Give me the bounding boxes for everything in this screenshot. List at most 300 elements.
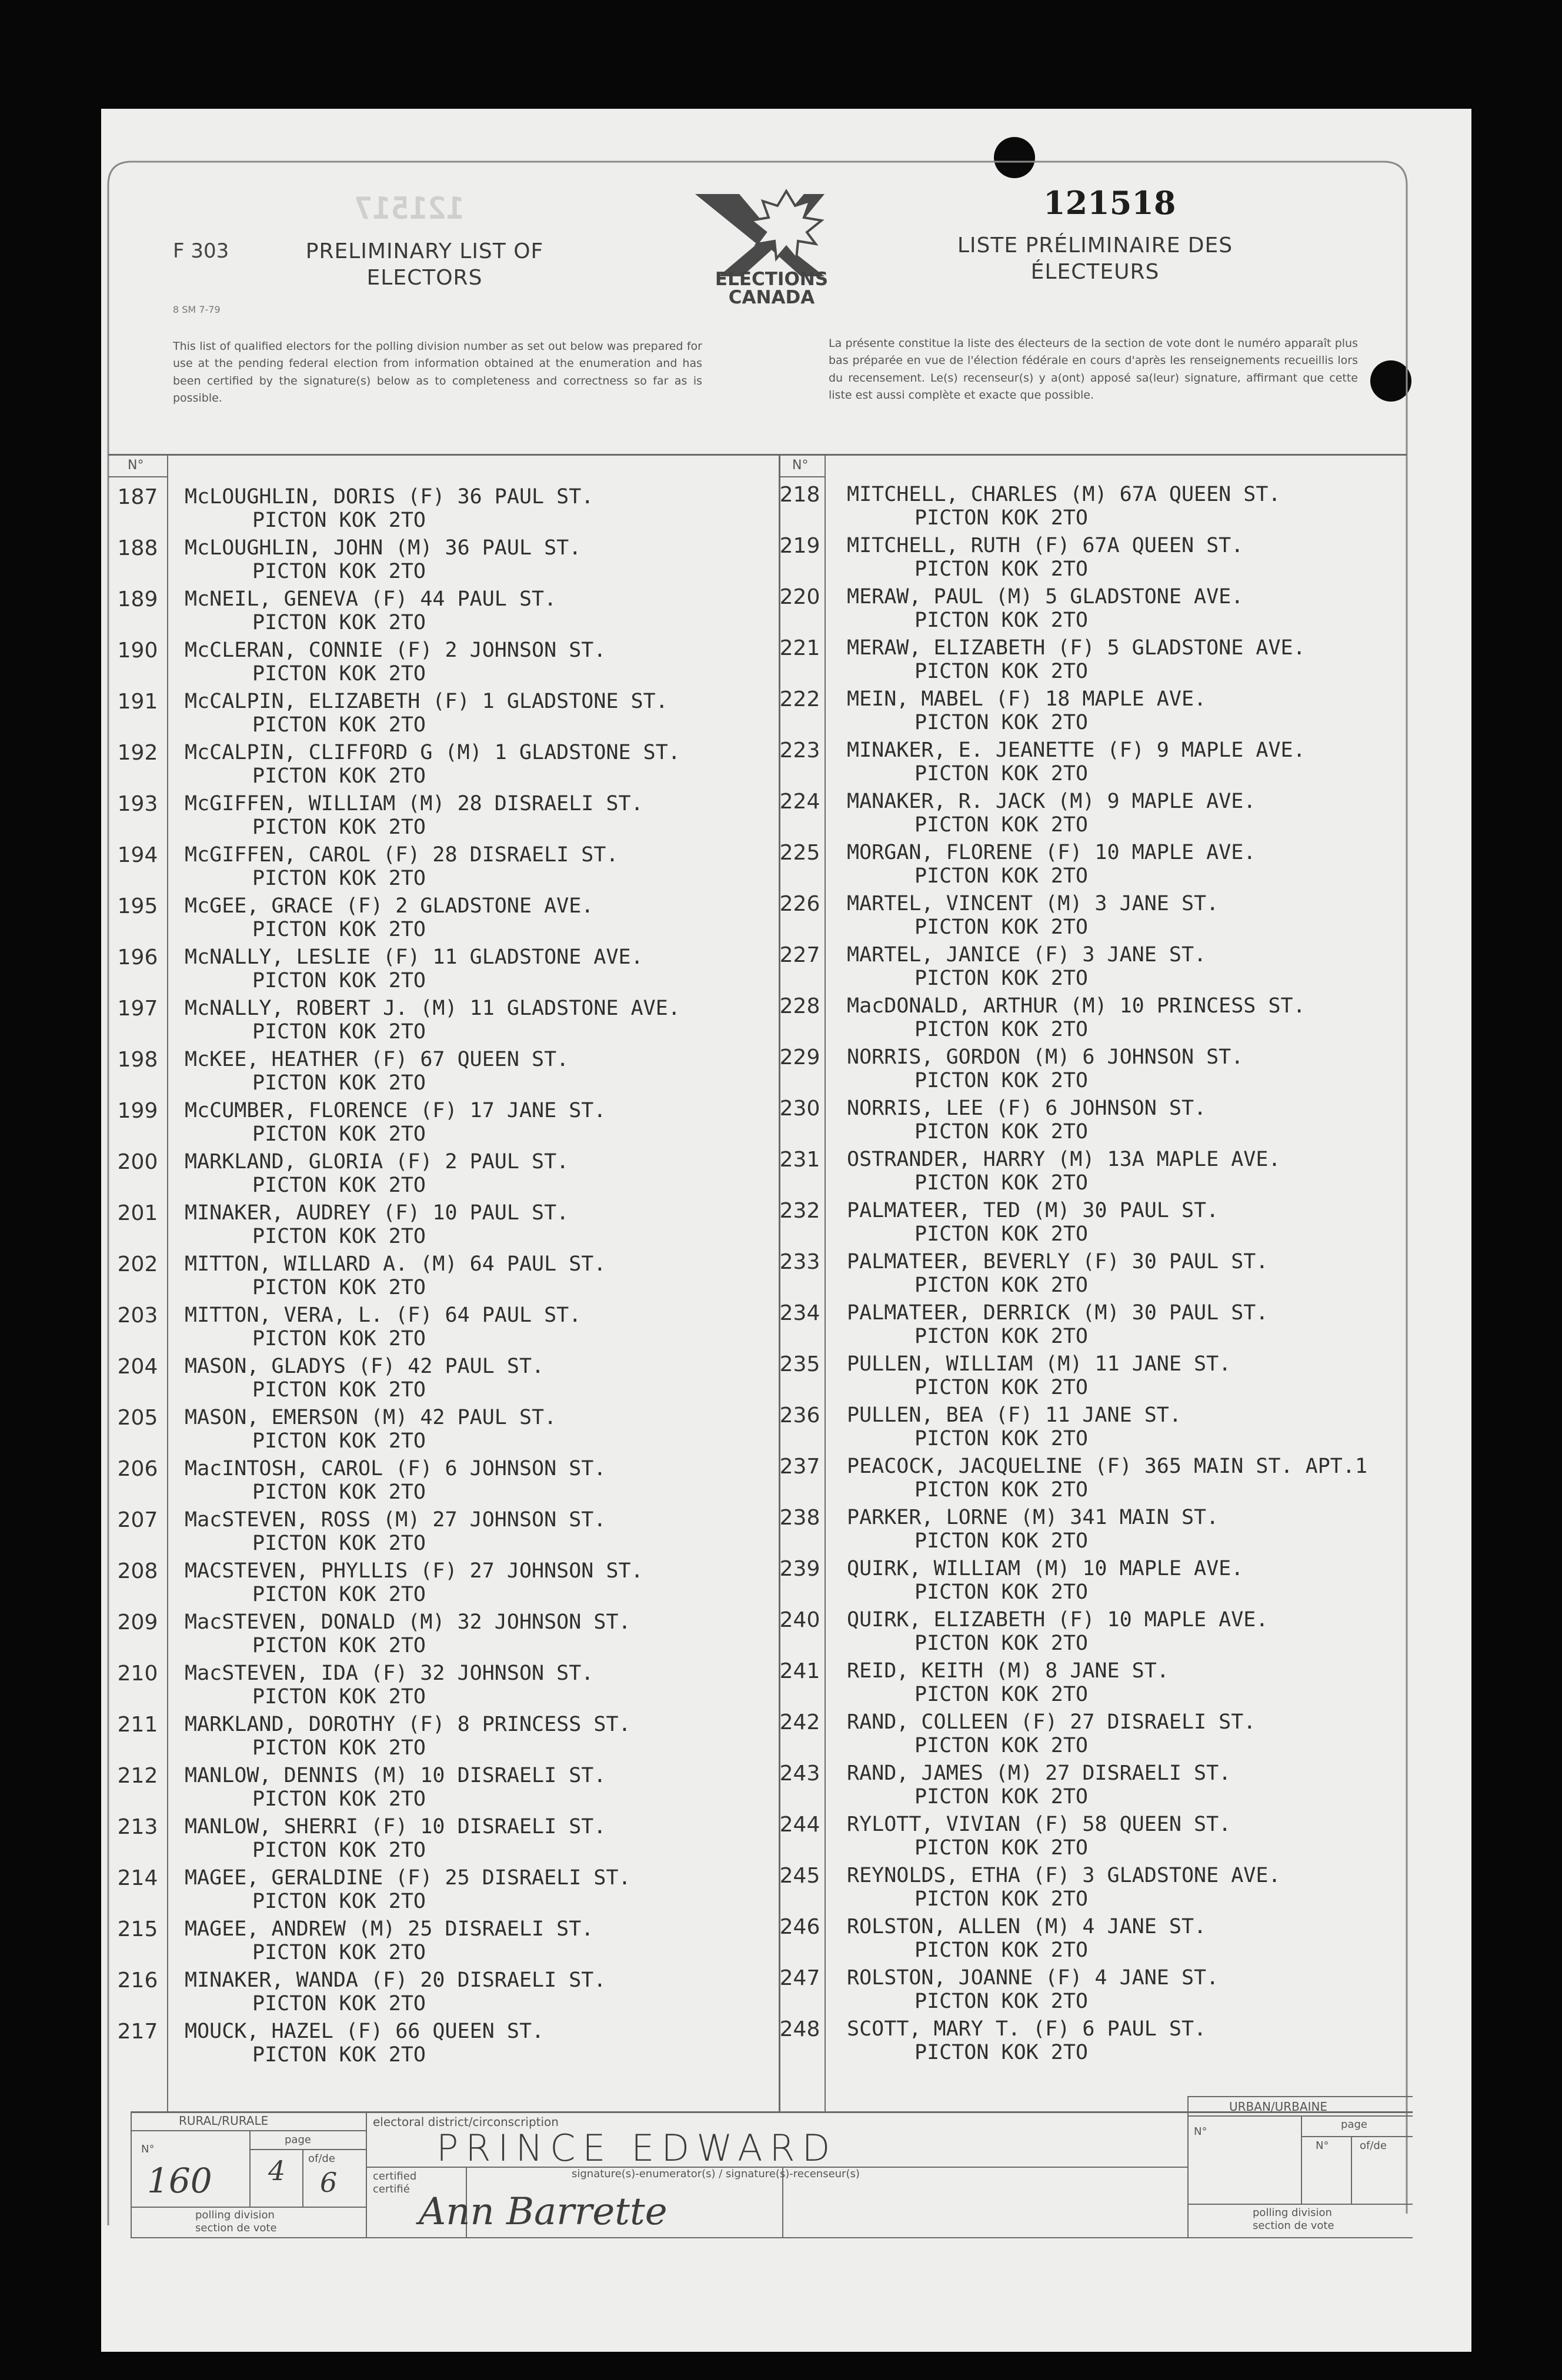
rural-polling-label: polling division bbox=[195, 2209, 275, 2221]
entry-name-address: MASON, GLADYS (F) 42 PAUL ST. bbox=[185, 1355, 545, 1378]
entry-name-address: MARTEL, JANICE (F) 3 JANE ST. bbox=[847, 943, 1207, 967]
entry-name-address: PULLEN, WILLIAM (M) 11 JANE ST. bbox=[847, 1352, 1231, 1376]
entry-number: 218 bbox=[779, 483, 820, 507]
entry-name-address: MOUCK, HAZEL (F) 66 QUEEN ST. bbox=[185, 2020, 545, 2043]
entry-town-postal: PICTON KOK 2TO bbox=[914, 1785, 1089, 1809]
entry-number: 222 bbox=[779, 687, 820, 711]
elector-entry bbox=[108, 639, 773, 690]
entry-town-postal: PICTON KOK 2TO bbox=[252, 1480, 426, 1504]
entry-town-postal: PICTON KOK 2TO bbox=[252, 713, 426, 737]
elector-entry bbox=[770, 943, 1435, 995]
entry-name-address: McKEE, HEATHER (F) 67 QUEEN ST. bbox=[185, 1048, 569, 1071]
rural-bottom-rule bbox=[131, 2207, 366, 2208]
entry-number: 238 bbox=[779, 1506, 820, 1530]
elector-entry bbox=[108, 894, 773, 946]
entry-number: 236 bbox=[779, 1403, 820, 1428]
urban-of-divider bbox=[1351, 2136, 1352, 2204]
entry-town-postal: PICTON KOK 2TO bbox=[914, 506, 1089, 530]
entry-name-address: McLOUGHLIN, DORIS (F) 36 PAUL ST. bbox=[185, 485, 594, 509]
title-en: PRELIMINARY LIST OF ELECTORS bbox=[305, 239, 544, 290]
elector-entry bbox=[108, 1508, 773, 1560]
elector-entry bbox=[770, 1352, 1435, 1404]
elector-entry bbox=[770, 534, 1435, 586]
entry-number: 215 bbox=[117, 1917, 158, 1941]
entry-number: 189 bbox=[117, 587, 158, 611]
entry-town-postal: PICTON KOK 2TO bbox=[252, 1685, 426, 1709]
entry-number: 224 bbox=[779, 790, 820, 814]
entry-number: 191 bbox=[117, 690, 158, 714]
elector-entry bbox=[108, 1866, 773, 1918]
entry-number: 228 bbox=[779, 994, 820, 1018]
footer-bottom-rule bbox=[131, 2237, 1413, 2238]
elector-entry bbox=[108, 997, 773, 1048]
entry-name-address: MARKLAND, DOROTHY (F) 8 PRINCESS ST. bbox=[185, 1713, 631, 1736]
entry-name-address: McNALLY, ROBERT J. (M) 11 GLADSTONE AVE. bbox=[185, 997, 680, 1020]
entry-number: 198 bbox=[117, 1048, 158, 1072]
entry-name-address: MITTON, VERA, L. (F) 64 PAUL ST. bbox=[185, 1303, 582, 1327]
agency-name: ELECTIONS CANADA bbox=[715, 269, 829, 308]
entry-town-postal: PICTON KOK 2TO bbox=[252, 611, 426, 634]
entry-name-address: McGEE, GRACE (F) 2 GLADSTONE AVE. bbox=[185, 894, 594, 918]
entry-town-postal: PICTON KOK 2TO bbox=[252, 1276, 426, 1299]
elector-entry bbox=[770, 994, 1435, 1046]
polling-division-number: 160 bbox=[147, 2161, 212, 2201]
elector-entry bbox=[108, 1662, 773, 1713]
entry-town-postal: PICTON KOK 2TO bbox=[252, 867, 426, 890]
elector-entry bbox=[770, 687, 1435, 739]
entry-town-postal: PICTON KOK 2TO bbox=[252, 815, 426, 839]
entry-name-address: REYNOLDS, ETHA (F) 3 GLADSTONE AVE. bbox=[847, 1864, 1281, 1887]
footer-rural-divider bbox=[366, 2111, 367, 2238]
entry-number: 230 bbox=[779, 1097, 820, 1121]
elector-entry bbox=[108, 2020, 773, 2071]
elector-entry bbox=[108, 1048, 773, 1099]
entry-name-address: MAGEE, ANDREW (M) 25 DISRAELI ST. bbox=[185, 1917, 594, 1941]
entry-number: 202 bbox=[117, 1252, 158, 1276]
elector-entry bbox=[770, 585, 1435, 637]
entry-town-postal: PICTON KOK 2TO bbox=[252, 918, 426, 941]
entry-name-address: RYLOTT, VIVIAN (F) 58 QUEEN ST. bbox=[847, 1813, 1231, 1836]
certified-label: certified bbox=[373, 2170, 417, 2182]
entry-name-address: MITTON, WILLARD A. (M) 64 PAUL ST. bbox=[185, 1252, 606, 1276]
entry-number: 237 bbox=[779, 1455, 820, 1479]
entry-town-postal: PICTON KOK 2TO bbox=[914, 1273, 1089, 1297]
entry-town-postal: PICTON KOK 2TO bbox=[252, 764, 426, 788]
intro-fr: La présente constitue la liste des électeurs de la section de vote dont le numéro apparaît plus bas préparée en vue de l'élection fédérale en cours d'après les renseignements recueillis lors du recensement. Le(s) recenseur(s) y a(ont) apposé sa(leur) signature, affirmant que cette liste est aussi complète et exacte que possible. bbox=[829, 337, 1358, 402]
elector-entry bbox=[108, 1764, 773, 1816]
entry-number: 227 bbox=[779, 943, 820, 967]
entry-town-postal: PICTON KOK 2TO bbox=[914, 967, 1089, 990]
entry-number: 206 bbox=[117, 1457, 158, 1481]
elector-entry bbox=[770, 483, 1435, 534]
elector-entry bbox=[770, 1045, 1435, 1097]
form-code: F 303 bbox=[173, 239, 229, 263]
elector-entry bbox=[108, 1457, 773, 1509]
entry-number: 232 bbox=[779, 1199, 820, 1223]
entry-name-address: MEIN, MABEL (F) 18 MAPLE AVE. bbox=[847, 687, 1207, 711]
footer-top-rule bbox=[131, 2111, 1413, 2113]
entry-name-address: MINAKER, WANDA (F) 20 DISRAELI ST. bbox=[185, 1968, 606, 1992]
entry-town-postal: PICTON KOK 2TO bbox=[252, 1839, 426, 1862]
faint-serial: 121517 bbox=[354, 191, 465, 226]
elector-entry bbox=[770, 1403, 1435, 1455]
serial-number: 121518 bbox=[1043, 184, 1176, 222]
entry-name-address: PALMATEER, DERRICK (M) 30 PAUL ST. bbox=[847, 1301, 1269, 1325]
entry-town-postal: PICTON KOK 2TO bbox=[252, 1736, 426, 1760]
entry-number: 192 bbox=[117, 741, 158, 765]
rural-page-rule bbox=[249, 2149, 366, 2150]
entry-number: 197 bbox=[117, 997, 158, 1021]
entry-name-address: MARKLAND, GLORIA (F) 2 PAUL ST. bbox=[185, 1150, 569, 1174]
entry-name-address: MITCHELL, RUTH (F) 67A QUEEN ST. bbox=[847, 534, 1244, 557]
entry-name-address: McNEIL, GENEVA (F) 44 PAUL ST. bbox=[185, 587, 557, 611]
rural-of-divider bbox=[302, 2149, 303, 2207]
entry-number: 242 bbox=[779, 1710, 820, 1734]
elector-entry bbox=[770, 1557, 1435, 1609]
elector-entry bbox=[770, 1966, 1435, 2018]
entry-number: 241 bbox=[779, 1659, 820, 1683]
entry-number: 217 bbox=[117, 2020, 158, 2044]
entry-number: 210 bbox=[117, 1662, 158, 1686]
entry-name-address: PARKER, LORNE (M) 341 MAIN ST. bbox=[847, 1506, 1219, 1529]
entry-town-postal: PICTON KOK 2TO bbox=[252, 1634, 426, 1657]
entry-town-postal: PICTON KOK 2TO bbox=[252, 560, 426, 583]
entry-town-postal: PICTON KOK 2TO bbox=[914, 1376, 1089, 1399]
entry-name-address: MERAW, ELIZABETH (F) 5 GLADSTONE AVE. bbox=[847, 636, 1306, 660]
entry-town-postal: PICTON KOK 2TO bbox=[252, 1174, 426, 1197]
urban-bottom-rule bbox=[1187, 2204, 1413, 2205]
no-header-left: N° bbox=[128, 458, 144, 473]
entry-number: 214 bbox=[117, 1866, 158, 1890]
footer-urban-top bbox=[1187, 2096, 1413, 2097]
entry-number: 209 bbox=[117, 1610, 158, 1634]
maple-leaf-x-icon bbox=[683, 188, 860, 276]
entry-town-postal: PICTON KOK 2TO bbox=[914, 660, 1089, 683]
entry-town-postal: PICTON KOK 2TO bbox=[914, 609, 1089, 632]
entry-town-postal: PICTON KOK 2TO bbox=[914, 557, 1089, 581]
entry-town-postal: PICTON KOK 2TO bbox=[252, 1071, 426, 1095]
entry-number: 220 bbox=[779, 585, 820, 609]
entry-name-address: QUIRK, WILLIAM (M) 10 MAPLE AVE. bbox=[847, 1557, 1244, 1580]
elector-entry bbox=[770, 790, 1435, 841]
elector-entry bbox=[108, 1968, 773, 2020]
elector-entry bbox=[108, 1355, 773, 1406]
entry-number: 226 bbox=[779, 892, 820, 916]
entry-town-postal: PICTON KOK 2TO bbox=[252, 662, 426, 686]
table-top-rule bbox=[108, 454, 1407, 456]
entry-number: 208 bbox=[117, 1559, 158, 1583]
elector-entry bbox=[770, 2017, 1435, 2069]
entry-name-address: McCLERAN, CONNIE (F) 2 JOHNSON ST. bbox=[185, 639, 606, 662]
entry-number: 223 bbox=[779, 738, 820, 763]
entry-town-postal: PICTON KOK 2TO bbox=[252, 1122, 426, 1146]
entry-town-postal: PICTON KOK 2TO bbox=[914, 915, 1089, 939]
urban-label: URBAN/URBAINE bbox=[1229, 2100, 1328, 2114]
entry-name-address: MORGAN, FLORENE (F) 10 MAPLE AVE. bbox=[847, 841, 1256, 864]
district-label: electoral district/circonscription bbox=[373, 2115, 559, 2129]
entry-town-postal: PICTON KOK 2TO bbox=[914, 1580, 1089, 1604]
entry-town-postal: PICTON KOK 2TO bbox=[914, 1222, 1089, 1246]
elector-entry bbox=[770, 1506, 1435, 1557]
elector-entry bbox=[770, 1864, 1435, 1916]
urban-of-label: of/de bbox=[1360, 2140, 1387, 2152]
entry-town-postal: PICTON KOK 2TO bbox=[914, 1478, 1089, 1502]
entry-name-address: MacSTEVEN, DONALD (M) 32 JOHNSON ST. bbox=[185, 1610, 631, 1634]
entry-name-address: NORRIS, GORDON (M) 6 JOHNSON ST. bbox=[847, 1045, 1244, 1069]
title-fr: LISTE PRÉLIMINAIRE DES ÉLECTEURS bbox=[957, 233, 1233, 284]
num-header-rule-left bbox=[108, 476, 167, 477]
elector-entry bbox=[770, 1813, 1435, 1864]
elector-entry bbox=[108, 741, 773, 793]
entry-name-address: McCUMBER, FLORENCE (F) 17 JANE ST. bbox=[185, 1099, 606, 1122]
elector-entry bbox=[108, 1201, 773, 1253]
elector-entry bbox=[770, 1301, 1435, 1353]
entry-number: 187 bbox=[117, 485, 158, 509]
entry-name-address: MARTEL, VINCENT (M) 3 JANE ST. bbox=[847, 892, 1219, 915]
entry-town-postal: PICTON KOK 2TO bbox=[914, 762, 1089, 785]
entry-town-postal: PICTON KOK 2TO bbox=[914, 1887, 1089, 1911]
entry-name-address: MANAKER, R. JACK (M) 9 MAPLE AVE. bbox=[847, 790, 1256, 813]
entry-town-postal: PICTON KOK 2TO bbox=[914, 1529, 1089, 1553]
entry-number: 246 bbox=[779, 1915, 820, 1939]
entry-name-address: McCALPIN, ELIZABETH (F) 1 GLADSTONE ST. bbox=[185, 690, 668, 713]
entry-number: 193 bbox=[117, 792, 158, 816]
elector-entry bbox=[770, 1608, 1435, 1660]
entry-town-postal: PICTON KOK 2TO bbox=[252, 1941, 426, 1964]
entry-town-postal: PICTON KOK 2TO bbox=[914, 1171, 1089, 1195]
entry-town-postal: PICTON KOK 2TO bbox=[252, 1020, 426, 1044]
entry-town-postal: PICTON KOK 2TO bbox=[914, 1632, 1089, 1655]
entry-number: 207 bbox=[117, 1508, 158, 1532]
entry-number: 212 bbox=[117, 1764, 158, 1788]
entry-name-address: MacDONALD, ARTHUR (M) 10 PRINCESS ST. bbox=[847, 994, 1306, 1018]
urban-section-label: section de vote bbox=[1253, 2219, 1334, 2232]
rural-page-label: page bbox=[285, 2134, 311, 2146]
page-number: 4 bbox=[268, 2155, 286, 2187]
entry-number: 219 bbox=[779, 534, 820, 558]
elector-entry bbox=[770, 1250, 1435, 1302]
entry-name-address: ROLSTON, JOANNE (F) 4 JANE ST. bbox=[847, 1966, 1219, 1990]
entry-name-address: MERAW, PAUL (M) 5 GLADSTONE AVE. bbox=[847, 585, 1244, 609]
entry-number: 239 bbox=[779, 1557, 820, 1581]
entry-town-postal: PICTON KOK 2TO bbox=[914, 1938, 1089, 1962]
elector-entry bbox=[770, 1659, 1435, 1711]
entry-number: 204 bbox=[117, 1355, 158, 1379]
entry-town-postal: PICTON KOK 2TO bbox=[914, 1120, 1089, 1144]
entry-name-address: RAND, COLLEEN (F) 27 DISRAELI ST. bbox=[847, 1710, 1256, 1734]
urban-polling-label: polling division bbox=[1253, 2207, 1332, 2219]
elector-entry bbox=[770, 1761, 1435, 1813]
entry-town-postal: PICTON KOK 2TO bbox=[252, 1787, 426, 1811]
entry-number: 248 bbox=[779, 2017, 820, 2041]
entry-town-postal: PICTON KOK 2TO bbox=[252, 1583, 426, 1606]
certifie-label: certifié bbox=[373, 2183, 410, 2195]
entry-town-postal: PICTON KOK 2TO bbox=[252, 1992, 426, 2015]
entry-number: 201 bbox=[117, 1201, 158, 1225]
district-value: PRINCE EDWARD bbox=[436, 2127, 837, 2170]
entry-name-address: McGIFFEN, CAROL (F) 28 DISRAELI ST. bbox=[185, 843, 619, 867]
entry-number: 199 bbox=[117, 1099, 158, 1123]
elector-entry bbox=[108, 536, 773, 588]
urban-no-label: N° bbox=[1194, 2125, 1207, 2138]
entry-town-postal: PICTON KOK 2TO bbox=[252, 1429, 426, 1453]
entry-name-address: MacSTEVEN, ROSS (M) 27 JOHNSON ST. bbox=[185, 1508, 606, 1532]
entry-number: 196 bbox=[117, 945, 158, 970]
entry-name-address: OSTRANDER, HARRY (M) 13A MAPLE AVE. bbox=[847, 1148, 1281, 1171]
entry-number: 245 bbox=[779, 1864, 820, 1888]
entry-town-postal: PICTON KOK 2TO bbox=[252, 1532, 426, 1555]
elector-entry bbox=[770, 1097, 1435, 1148]
entry-name-address: PALMATEER, BEVERLY (F) 30 PAUL ST. bbox=[847, 1250, 1269, 1273]
entry-number: 195 bbox=[117, 894, 158, 918]
entry-number: 247 bbox=[779, 1966, 820, 1990]
entry-name-address: RAND, JAMES (M) 27 DISRAELI ST. bbox=[847, 1761, 1231, 1785]
entry-number: 190 bbox=[117, 639, 158, 663]
rural-section-label: section de vote bbox=[195, 2222, 277, 2234]
footer-urban-divider bbox=[1187, 2096, 1189, 2237]
elector-entry bbox=[108, 1150, 773, 1202]
entry-town-postal: PICTON KOK 2TO bbox=[914, 2041, 1089, 2064]
elector-entry bbox=[108, 1917, 773, 1969]
entry-town-postal: PICTON KOK 2TO bbox=[914, 864, 1089, 888]
elector-entry bbox=[770, 1455, 1435, 1506]
elector-entry bbox=[108, 1559, 773, 1611]
rural-inner-rule bbox=[131, 2130, 366, 2131]
entry-number: 234 bbox=[779, 1301, 820, 1325]
form-sheet bbox=[101, 109, 1471, 2352]
entry-town-postal: PICTON KOK 2TO bbox=[914, 1734, 1089, 1757]
elector-entry bbox=[108, 1099, 773, 1151]
entry-number: 231 bbox=[779, 1148, 820, 1172]
elector-entry bbox=[108, 1252, 773, 1304]
entry-name-address: MITCHELL, CHARLES (M) 67A QUEEN ST. bbox=[847, 483, 1281, 506]
entry-number: 216 bbox=[117, 1968, 158, 1993]
elector-entry bbox=[108, 1610, 773, 1662]
entry-town-postal: PICTON KOK 2TO bbox=[252, 509, 426, 532]
entry-town-postal: PICTON KOK 2TO bbox=[914, 1069, 1089, 1092]
elector-entry bbox=[108, 690, 773, 741]
entry-name-address: McCALPIN, CLIFFORD G (M) 1 GLADSTONE ST. bbox=[185, 741, 680, 764]
entry-number: 188 bbox=[117, 536, 158, 560]
entry-town-postal: PICTON KOK 2TO bbox=[252, 1225, 426, 1248]
intro-en: This list of qualified electors for the polling division number as set out below was prepared for use at the pending federal election from information obtained at the enumeration and has been certified by the signature(s) below as to completeness and correctness so far as is possible. bbox=[173, 340, 702, 405]
entry-number: 203 bbox=[117, 1303, 158, 1328]
form-small-code: 8 SM 7-79 bbox=[173, 304, 221, 315]
entry-name-address: PULLEN, BEA (F) 11 JANE ST. bbox=[847, 1403, 1181, 1427]
elector-entry bbox=[770, 1148, 1435, 1199]
entry-town-postal: PICTON KOK 2TO bbox=[914, 1683, 1089, 1706]
no-header-right: N° bbox=[792, 458, 809, 473]
entry-name-address: McGIFFEN, WILLIAM (M) 28 DISRAELI ST. bbox=[185, 792, 643, 815]
urban-page-divider bbox=[1301, 2115, 1302, 2204]
elections-canada-logo bbox=[683, 188, 860, 312]
page-of-number: 6 bbox=[320, 2167, 338, 2198]
entry-town-postal: PICTON KOK 2TO bbox=[914, 711, 1089, 734]
entry-name-address: MANLOW, DENNIS (M) 10 DISRAELI ST. bbox=[185, 1764, 606, 1787]
elector-entry bbox=[770, 738, 1435, 790]
entry-town-postal: PICTON KOK 2TO bbox=[252, 1378, 426, 1402]
rural-of-label: of/de bbox=[308, 2152, 335, 2165]
elector-entry bbox=[108, 1815, 773, 1867]
elector-entry bbox=[770, 636, 1435, 688]
num-header-rule-right bbox=[779, 476, 826, 477]
rural-label: RURAL/RURALE bbox=[179, 2114, 269, 2128]
entry-name-address: MacINTOSH, CAROL (F) 6 JOHNSON ST. bbox=[185, 1457, 606, 1480]
entry-name-address: SCOTT, MARY T. (F) 6 PAUL ST. bbox=[847, 2017, 1207, 2041]
entry-number: 229 bbox=[779, 1045, 820, 1069]
entry-town-postal: PICTON KOK 2TO bbox=[914, 1990, 1089, 2013]
enumerator-signature: Ann Barrette bbox=[419, 2190, 667, 2234]
entry-number: 243 bbox=[779, 1761, 820, 1786]
elector-entry bbox=[108, 1406, 773, 1458]
entry-number: 233 bbox=[779, 1250, 820, 1274]
urban-inner-rule bbox=[1187, 2115, 1413, 2117]
entry-town-postal: PICTON KOK 2TO bbox=[914, 1836, 1089, 1860]
entry-number: 213 bbox=[117, 1815, 158, 1839]
entry-number: 200 bbox=[117, 1150, 158, 1174]
entry-name-address: MANLOW, SHERRI (F) 10 DISRAELI ST. bbox=[185, 1815, 606, 1839]
entry-name-address: MacSTEVEN, IDA (F) 32 JOHNSON ST. bbox=[185, 1662, 594, 1685]
elector-entry bbox=[108, 945, 773, 997]
urban-no2-label: N° bbox=[1316, 2140, 1329, 2152]
entry-name-address: McNALLY, LESLIE (F) 11 GLADSTONE AVE. bbox=[185, 945, 643, 969]
entry-town-postal: PICTON KOK 2TO bbox=[252, 969, 426, 992]
rural-no-label: N° bbox=[141, 2143, 155, 2155]
entry-name-address: MACSTEVEN, PHYLLIS (F) 27 JOHNSON ST. bbox=[185, 1559, 643, 1583]
entry-number: 205 bbox=[117, 1406, 158, 1430]
entry-town-postal: PICTON KOK 2TO bbox=[252, 1327, 426, 1351]
elector-entry bbox=[108, 587, 773, 639]
elector-entry bbox=[108, 843, 773, 895]
entry-town-postal: PICTON KOK 2TO bbox=[914, 1427, 1089, 1450]
entry-town-postal: PICTON KOK 2TO bbox=[914, 1018, 1089, 1041]
elector-entry bbox=[770, 1199, 1435, 1251]
entry-name-address: ROLSTON, ALLEN (M) 4 JANE ST. bbox=[847, 1915, 1207, 1938]
signature-label: signature(s)-enumerator(s) / signature(s)-recenseur(s) bbox=[572, 2168, 860, 2180]
entry-number: 240 bbox=[779, 1608, 820, 1632]
entry-name-address: MINAKER, E. JEANETTE (F) 9 MAPLE AVE. bbox=[847, 738, 1306, 762]
entry-name-address: MAGEE, GERALDINE (F) 25 DISRAELI ST. bbox=[185, 1866, 631, 1890]
entry-town-postal: PICTON KOK 2TO bbox=[914, 1325, 1089, 1348]
entry-town-postal: PICTON KOK 2TO bbox=[252, 2043, 426, 2067]
entry-name-address: McLOUGHLIN, JOHN (M) 36 PAUL ST. bbox=[185, 536, 582, 560]
entry-number: 221 bbox=[779, 636, 820, 660]
entry-name-address: MINAKER, AUDREY (F) 10 PAUL ST. bbox=[185, 1201, 569, 1225]
rural-page-divider bbox=[249, 2130, 251, 2207]
elector-entry bbox=[108, 485, 773, 537]
entry-name-address: PEACOCK, JACQUELINE (F) 365 MAIN ST. APT.1 bbox=[847, 1455, 1368, 1478]
entry-number: 194 bbox=[117, 843, 158, 867]
entry-name-address: QUIRK, ELIZABETH (F) 10 MAPLE AVE. bbox=[847, 1608, 1269, 1632]
entry-name-address: MASON, EMERSON (M) 42 PAUL ST. bbox=[185, 1406, 557, 1429]
entry-name-address: PALMATEER, TED (M) 30 PAUL ST. bbox=[847, 1199, 1219, 1222]
elector-entry bbox=[108, 1713, 773, 1764]
elector-entry bbox=[770, 892, 1435, 944]
entry-number: 211 bbox=[117, 1713, 158, 1737]
urban-page-label: page bbox=[1341, 2118, 1367, 2131]
elector-entry bbox=[108, 1303, 773, 1355]
elector-entry bbox=[770, 1710, 1435, 1762]
entry-number: 244 bbox=[779, 1813, 820, 1837]
elector-entry bbox=[108, 792, 773, 844]
entry-number: 235 bbox=[779, 1352, 820, 1376]
entry-name-address: NORRIS, LEE (F) 6 JOHNSON ST. bbox=[847, 1097, 1207, 1120]
elector-entry bbox=[770, 841, 1435, 893]
entry-town-postal: PICTON KOK 2TO bbox=[252, 1890, 426, 1913]
elector-entry bbox=[770, 1915, 1435, 1967]
entry-town-postal: PICTON KOK 2TO bbox=[914, 813, 1089, 837]
entry-name-address: REID, KEITH (M) 8 JANE ST. bbox=[847, 1659, 1169, 1683]
